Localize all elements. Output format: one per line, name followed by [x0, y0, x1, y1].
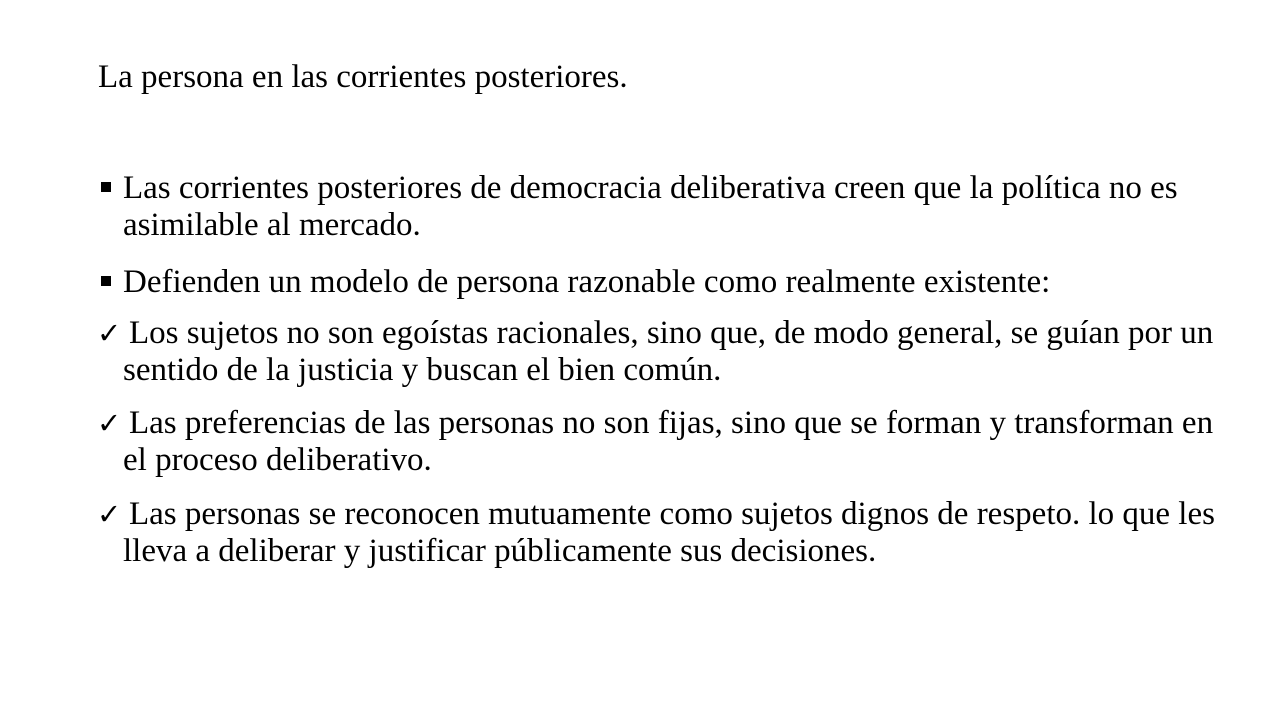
bullet-item: [98, 264, 1238, 301]
bullet-item: [98, 170, 1238, 244]
bullet-text: Las corrientes posteriores de democracia deliberativa creen que la política no es asimilable al mercado.: [123, 170, 1178, 243]
slide-title: La persona en las corrientes posteriores.: [98, 59, 628, 95]
bullet-text: Defienden un modelo de persona razonable como realmente existente:: [123, 264, 1051, 300]
bullet-text: Las preferencias de las personas no son fijas, sino que se forman y transforman en el proceso deliberativo.: [123, 405, 1214, 478]
bullet-item: ✓ Las personas se reconocen mutuamente como sujetos dignos de respeto. lo que les lleva a deliberar y justificar públicamente sus decisiones.: [98, 496, 1238, 570]
bullet-text: Los sujetos no son egoístas racionales, sino que, de modo general, se guían por un sentido de la justicia y buscan el bien común.: [123, 315, 1214, 388]
bullet-item: ✓ Los sujetos no son egoístas racionales, sino que, de modo general, se guían por un sentido de la justicia y buscan el bien común.: [98, 315, 1238, 389]
bullet-text: Las personas se reconocen mutuamente como sujetos dignos de respeto. lo que les lleva a deliberar y justificar públicamente sus decisiones.: [123, 496, 1215, 569]
bullet-item: ✓ Las preferencias de las personas no son fijas, sino que se forman y transforman en el proceso deliberativo.: [98, 405, 1238, 479]
bullet-list: [98, 170, 1238, 590]
